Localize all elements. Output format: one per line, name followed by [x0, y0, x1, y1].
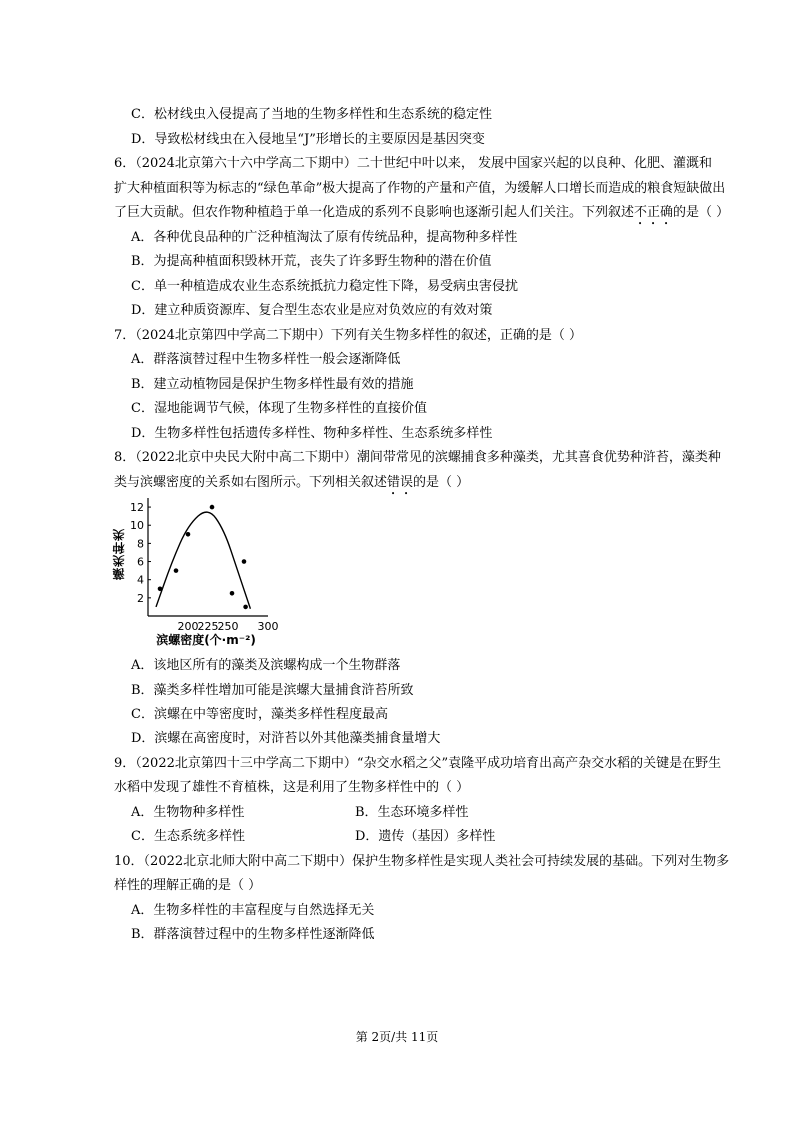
y-tick-label: 10	[130, 519, 144, 533]
q9-option-d: D．遗传（基因）多样性	[355, 829, 496, 844]
q8-option-b: B．藻类多样性增加可能是滨螺大量捕食浒苔所致	[131, 683, 414, 698]
q8-stem-line1: 8．（2022北京中央民大附中高二下期中）潮间带常见的滨螺捕食多种藻类，尤其喜食优势种浒苔，藻类种	[114, 450, 721, 465]
y-tick-label: 2	[137, 591, 144, 605]
q6-stem-line3	[114, 204, 729, 228]
q10-option-a: A．生物多样性的丰富程度与自然选择无关	[131, 903, 375, 918]
x-tick-label: 250	[217, 620, 239, 633]
data-point	[242, 559, 247, 564]
data-point	[186, 532, 191, 537]
q10-option-b: B．群落演替过程中的生物多样性逐渐降低	[131, 927, 375, 942]
q9-stem-line2: 水稻中发现了雄性不育植株，这是利用了生物多样性中的（ ）	[114, 780, 470, 795]
q7-stem: 7．（2024北京第四中学高二下期中）下列有关生物多样性的叙述，正确的是（ ）	[114, 328, 582, 343]
data-point	[243, 605, 248, 610]
q8-option-d: D．滨螺在高密度时，对浒苔以外其他藻类捕食量增大	[131, 731, 441, 746]
q8-option-a: A．该地区所有的藻类及滨螺构成一个生物群落	[131, 658, 401, 673]
q9-stem-line1: 9．（2022北京第四十三中学高二下期中）“杂交水稻之父”袁隆平成功培育出高产杂交水稻的关键是在野生	[114, 756, 722, 771]
x-axis-label: 滨螺密度(个·m⁻²)	[156, 633, 256, 647]
q10-stem-line2: 样性的理解正确的是（ ）	[114, 878, 262, 893]
y-axis-label: 藻类种类	[112, 528, 126, 580]
data-point	[174, 568, 179, 573]
q5-option-c: C．松材线虫入侵提高了当地的生物多样性和生态系统的稳定性	[131, 107, 492, 122]
x-tick-label: 225	[197, 620, 219, 633]
q6-stem-line2: 扩大种植面积等为标志的“绿色革命”极大提高了作物的产量和产值，为缓解人口增长而造成的粮食短缺做出	[114, 181, 726, 196]
q6-option-a: A．各种优良品种的广泛种植淘汰了原有传统品种，提高物种多样性	[131, 230, 518, 245]
q6-tail: 的是（ ）	[673, 205, 730, 220]
q5-option-d: D．导致松材线虫在入侵地呈“J”形增长的主要原因是基因突变	[131, 132, 485, 147]
y-tick-label: 6	[137, 555, 144, 569]
q6-emphasis: 不正确	[634, 205, 674, 220]
q6-option-d: D．建立种质资源库、复合型生态农业是应对负效应的有效对策	[131, 303, 493, 318]
y-tick-label: 8	[137, 537, 144, 551]
q6-stem-line1: 6．（2024北京第六十六中学高二下期中）二十世纪中叶以来， 发展中国家兴起的以良种、化肥、灌溉和	[114, 156, 712, 171]
q7-option-d: D．生物多样性包括遗传多样性、物种多样性、生态系统多样性	[131, 426, 493, 441]
q7-option-a: A．群落演替过程中生物多样性一般会逐渐降低	[131, 352, 401, 367]
data-point	[210, 505, 215, 510]
q8-emphasis: 错误	[387, 475, 414, 490]
q9-option-c: C．生态系统多样性	[131, 829, 245, 844]
q6-text: 了巨大贡献。但农作物种植趋于单一化造成的系列不良影响也逐渐引起人们关注。下列叙述	[114, 205, 635, 220]
x-tick-label: 300	[257, 620, 279, 633]
page-footer: 第 2页/共 11页	[355, 1030, 439, 1044]
q8-text: 类与滨螺密度的关系如右图所示。下列相关叙述	[114, 475, 388, 490]
algae-snail-chart	[111, 492, 279, 650]
y-tick-label: 4	[137, 573, 144, 587]
y-tick-label: 12	[130, 501, 144, 515]
q10-stem-line1: 10．（2022北京北师大附中高二下期中）保护生物多样性是实现人类社会可持续发展的基础。下列对生物多	[114, 854, 730, 869]
q9-option-b: B．生态环境多样性	[355, 805, 469, 820]
q6-option-c: C．单一种植造成农业生态系统抵抗力稳定性下降，易受病虫害侵扰	[131, 279, 518, 294]
q9-option-a: A．生物物种多样性	[131, 805, 245, 820]
q7-option-b: B．建立动植物园是保护生物多样性最有效的措施	[131, 377, 414, 392]
data-point	[158, 586, 163, 591]
q8-tail: 的是（ ）	[413, 475, 470, 490]
data-point	[230, 591, 235, 596]
q7-option-c: C．湿地能调节气候，体现了生物多样性的直接价值	[131, 401, 427, 416]
q6-option-b: B．为提高种植面积毁林开荒，丧失了许多野生物种的潜在价值	[131, 254, 492, 269]
x-tick-label: 200	[177, 620, 199, 633]
q8-option-c: C．滨螺在中等密度时，藻类多样性程度最高	[131, 707, 388, 722]
fit-curve	[156, 512, 250, 609]
